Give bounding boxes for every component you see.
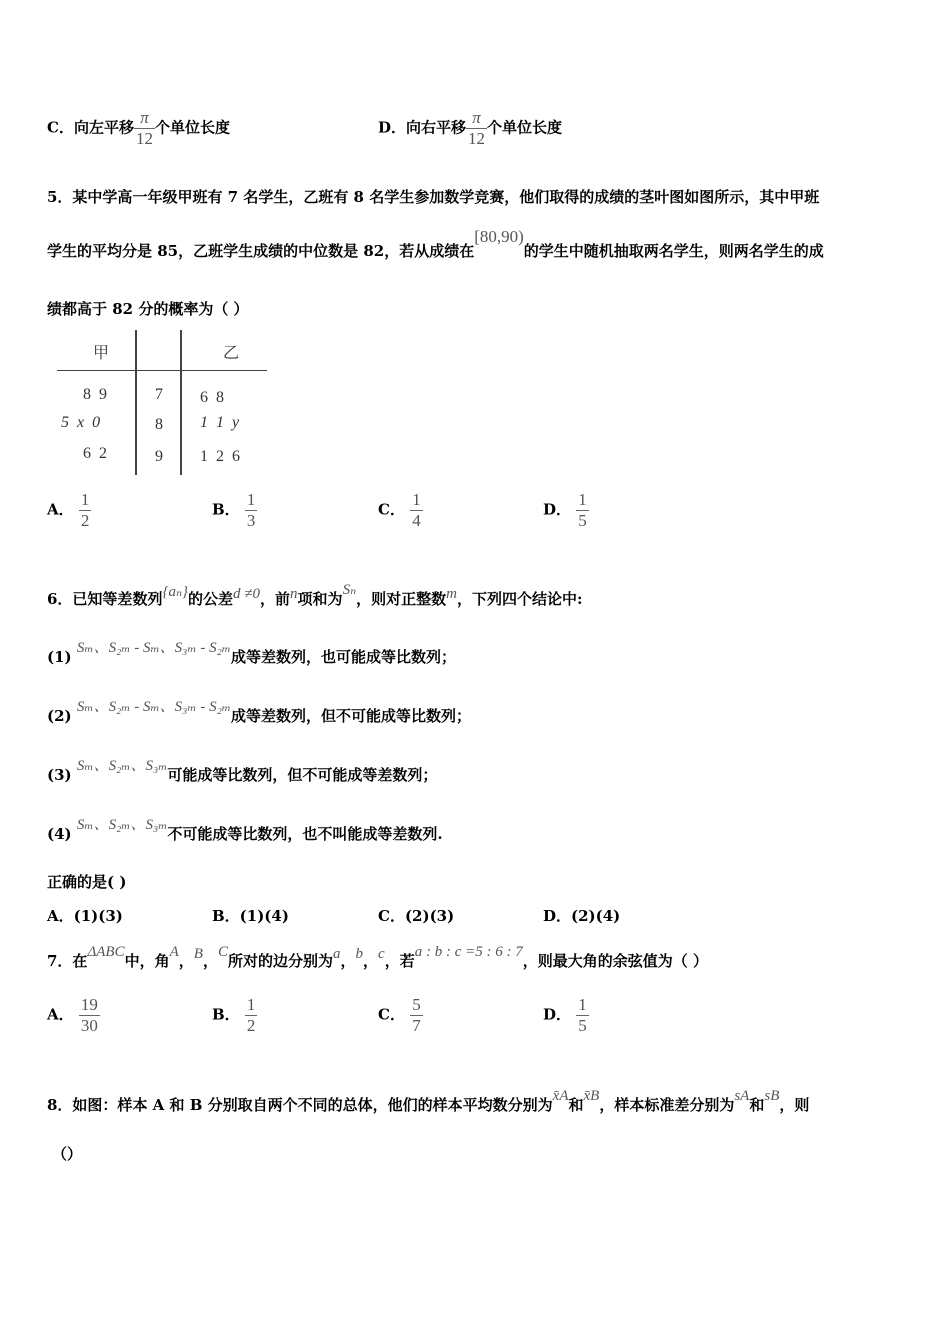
numerator: 19	[80, 995, 98, 1014]
q7-option-d	[543, 995, 589, 1036]
numerator: 1	[246, 995, 256, 1014]
option-label: C．	[47, 118, 74, 137]
q8-text: ，则	[779, 1096, 810, 1114]
q7-text: 7．在	[47, 952, 88, 970]
q7-var: C	[217, 944, 228, 960]
q5-line-1: 5．某中学高一年级甲班有 7 名学生，乙班有 8 名学生参加数学竞赛，他们取得的成绩的茎叶图如图所示，其中甲班	[47, 188, 820, 206]
q6-intro	[47, 582, 583, 609]
statement-math: Sₘ、S₂ₘ、S₃ₘ	[76, 817, 168, 833]
q5-text: 的学生中随机抽取两名学生，则两名学生的成	[523, 242, 824, 260]
q5-interval: [80,90)	[474, 227, 524, 246]
option-label: B．	[212, 500, 240, 519]
q6-text: ，下列四个结论中:	[457, 590, 583, 608]
statement-text: 不可能成等比数列，也不叫能成等差数列.	[167, 825, 443, 843]
option-text: 向左平移	[73, 118, 134, 137]
stem: 7	[155, 386, 163, 403]
option-label: D．	[543, 500, 572, 519]
q8-text: 和	[568, 1096, 584, 1114]
numerator: 5	[412, 995, 421, 1014]
q7-var: c	[378, 946, 385, 962]
statement-math: Sₘ、S₂ₘ、S₃ₘ	[76, 758, 168, 774]
leaf-right: 1 1 y	[200, 414, 240, 431]
q7-var: a	[333, 946, 341, 962]
option-label: A．	[47, 1005, 74, 1024]
option-label: C．	[378, 500, 405, 519]
statement-label: (1)	[47, 648, 72, 666]
q6-text: ，前	[260, 590, 291, 608]
option-label: A．	[47, 500, 74, 519]
q7-text: 中，角	[124, 952, 170, 970]
q6-option-a: A．(1)(3)	[47, 907, 123, 925]
denominator: 3	[246, 511, 256, 530]
q7-option-c	[378, 995, 423, 1036]
fraction	[245, 995, 258, 1036]
denominator: 2	[80, 511, 90, 530]
q7-var: B	[193, 946, 203, 962]
q7-text: ，若	[384, 952, 415, 970]
fraction	[79, 490, 92, 531]
denominator: 12	[135, 129, 153, 148]
q6-option-c: C．(2)(3)	[378, 907, 455, 925]
q8-mean-b: x̄B	[583, 1088, 600, 1104]
q7-text: ，	[363, 952, 379, 970]
plot-divider	[180, 330, 182, 475]
q6-statement-2	[47, 699, 472, 726]
denominator: 4	[412, 511, 421, 530]
stem: 9	[155, 448, 163, 465]
q4-option-c	[47, 108, 230, 149]
option-text: 个单位长度	[487, 118, 563, 137]
leaf-left: 8 9	[83, 386, 107, 403]
fraction	[245, 490, 258, 531]
numerator: 1	[578, 995, 587, 1014]
option-label: D．	[378, 118, 407, 137]
numerator: π	[472, 108, 481, 127]
q5-text: 学生的平均分是 85，乙班学生成绩的中位数是 82，若从成绩在	[47, 242, 475, 260]
numerator: 1	[578, 490, 587, 509]
q7-var: A	[169, 944, 179, 960]
q5-line-2	[47, 227, 824, 261]
q5-option-a	[47, 490, 91, 531]
q7-text: ，则最大角的余弦值为（ ）	[522, 952, 708, 970]
q7-text: ，	[202, 952, 218, 970]
q6-statement-3	[47, 758, 438, 785]
statement-label: (2)	[47, 707, 72, 725]
leaf-left: 5 x 0	[61, 414, 101, 431]
numerator: 1	[246, 490, 256, 509]
q6-question: 正确的是( )	[47, 873, 127, 891]
q5-option-b	[212, 490, 257, 531]
denominator: 7	[412, 1016, 421, 1035]
fraction	[576, 490, 589, 531]
q7-triangle: ΔABC	[87, 944, 125, 960]
numerator: π	[140, 108, 149, 127]
q8-line-2: （）	[52, 1145, 83, 1163]
q6-text: 6．已知等差数列	[47, 590, 163, 608]
q7-option-b	[212, 995, 257, 1036]
q4-option-d	[378, 108, 562, 149]
fraction	[466, 108, 487, 149]
q7-option-a	[47, 995, 100, 1036]
option-label: D．	[543, 1005, 572, 1024]
q7-text: ，	[340, 952, 356, 970]
option-text: 个单位长度	[154, 118, 230, 137]
q5-option-c	[378, 490, 423, 531]
q5-line-3: 绩都高于 82 分的概率为（ ）	[47, 300, 249, 318]
denominator: 2	[246, 1016, 256, 1035]
fraction	[576, 995, 589, 1036]
leaf-left: 6 2	[83, 445, 107, 462]
q8-text: 8．如图：样本 A 和 B 分别取自两个不同的总体，他们的样本平均数分别为	[47, 1096, 553, 1114]
header-left: 甲	[93, 345, 110, 362]
q8-mean-a: x̄A	[552, 1088, 569, 1104]
q8-stem	[47, 1088, 810, 1115]
q8-text: ，样本标准差分别为	[599, 1096, 735, 1114]
statement-text: 成等差数列，也可能成等比数列；	[231, 648, 457, 666]
plot-divider	[57, 370, 267, 371]
option-label: B．	[212, 1005, 240, 1024]
q6-option-b: B．(1)(4)	[212, 907, 289, 925]
plot-divider	[135, 330, 137, 475]
numerator: 1	[412, 490, 421, 509]
denominator: 30	[80, 1016, 98, 1035]
q7-ratio: a : b : c =5 : 6 : 7	[414, 944, 523, 960]
q6-cond: d ≠0	[233, 586, 261, 602]
leaf-right: 6 8	[200, 389, 224, 406]
fraction	[134, 108, 155, 149]
stem-leaf-plot	[55, 330, 270, 480]
q8-sd-b: sB	[764, 1088, 780, 1104]
q8-text: 和	[749, 1096, 765, 1114]
q7-stem	[47, 944, 708, 971]
q6-seq: {aₙ}	[162, 584, 189, 600]
statement-math: Sₘ、S₂ₘ - Sₘ、S₃ₘ - S₂ₘ	[76, 699, 232, 715]
q6-text: 的公差	[188, 590, 234, 608]
fraction	[410, 490, 423, 531]
q7-var: b	[355, 946, 364, 962]
stem: 8	[155, 416, 163, 433]
statement-text: 成等差数列，但不可能成等比数列；	[231, 707, 472, 725]
option-label: C．	[378, 1005, 405, 1024]
q8-sd-a: sA	[734, 1088, 750, 1104]
header-right: 乙	[223, 345, 240, 362]
statement-math: Sₘ、S₂ₘ - Sₘ、S₃ₘ - S₂ₘ	[76, 640, 232, 656]
option-text: 向右平移	[406, 118, 467, 137]
leaf-right: 1 2 6	[200, 448, 240, 465]
statement-label: (3)	[47, 766, 72, 784]
q6-n: n	[290, 586, 298, 602]
statement-label: (4)	[47, 825, 72, 843]
numerator: 1	[80, 490, 90, 509]
denominator: 5	[578, 1016, 587, 1035]
denominator: 12	[468, 129, 486, 148]
q6-text: ，则对正整数	[356, 590, 447, 608]
fraction	[410, 995, 423, 1036]
fraction	[79, 995, 100, 1036]
q7-text: ，	[178, 952, 194, 970]
q6-text: 项和为	[297, 590, 343, 608]
q6-m: m	[446, 586, 458, 602]
q6-sn: Sₙ	[342, 582, 357, 598]
q6-statement-1	[47, 640, 457, 667]
q7-text: 所对的边分别为	[227, 952, 333, 970]
q6-statement-4	[47, 817, 443, 844]
q6-option-d: D．(2)(4)	[543, 907, 621, 925]
q5-option-d	[543, 490, 589, 531]
statement-text: 可能成等比数列，但不可能成等差数列；	[167, 766, 438, 784]
denominator: 5	[578, 511, 587, 530]
